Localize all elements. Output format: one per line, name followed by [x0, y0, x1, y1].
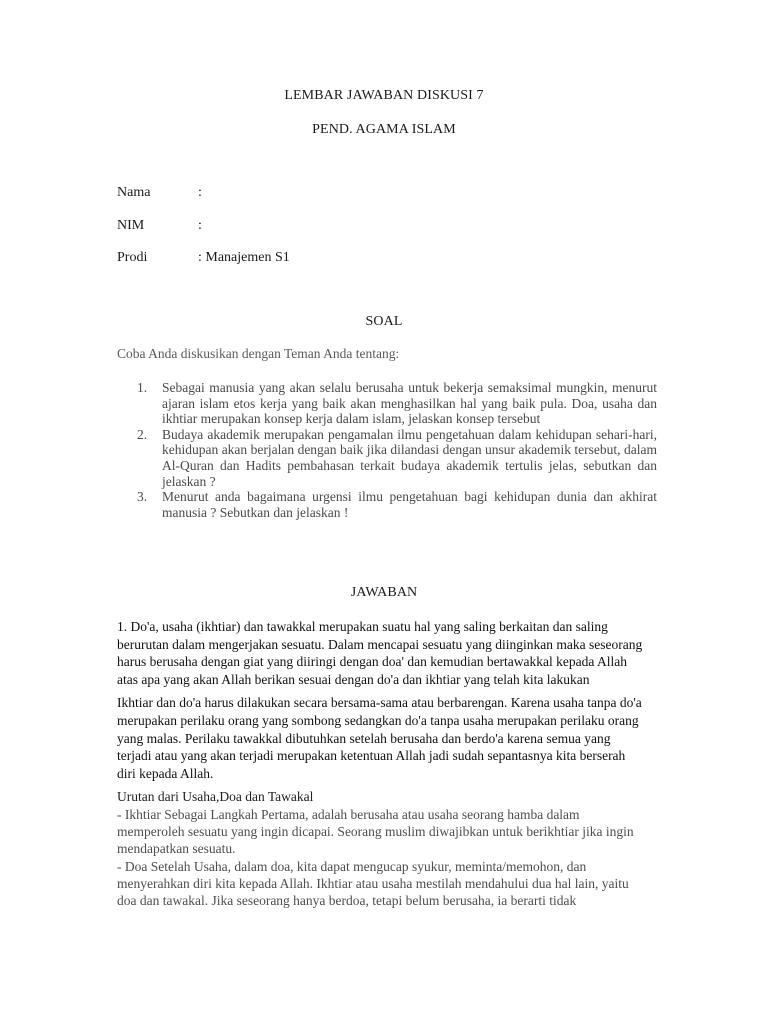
answer-subheading: Urutan dari Usaha,Doa dan Tawakal [117, 789, 314, 805]
jawaban-heading: JAWABAN [350, 585, 418, 600]
question-list [117, 380, 657, 520]
document-title: LEMBAR JAWABAN DISKUSI 7 [284, 88, 484, 103]
field-prodi-label: Prodi [117, 250, 148, 265]
question-text: Budaya akademik merupakan pengamalan ilmu pengetahuan dalam kehidupan sehari-hari, kehidupan akan berjalan dengan baik jika dilandasi dengan unsur akademik tersebut, dalam Al-Quran dan Hadits pembahasan terkait budaya akademik tertulis jelas, sebutkan dan jelaskan ? [162, 426, 657, 489]
soal-intro: Coba Anda diskusikan dengan Teman Anda tentang: [117, 346, 400, 361]
field-nama-label: Nama [117, 185, 151, 200]
answer-point-2: - Doa Setelah Usaha, dalam doa, kita dapat mengucap syukur, meminta/memohon, dan menyerahkan diri kita kepada Allah. Ikhtiar atau usaha mestilah mendahului dua hal lain, yaitu doa dan tawakal. Jika seseorang hanya berdoa, tetapi belum berusaha, ia berarti tidak [117, 858, 629, 908]
question-number: 2. [137, 426, 148, 442]
field-nim-value: : [198, 218, 202, 233]
answer-body [117, 618, 647, 909]
answer-paragraph-2: Ikhtiar dan do'a harus dilakukan secara bersama-sama atau berbarengan. Karena usaha tanpa do'a merupakan perilaku orang yang sombong sedangkan do'a tanpa usaha merupakan perilaku orang yang malas. Perilaku tawakkal dibutuhkan setelah berusaha dan berdo'a karena semua yang terjadi atau yang akan terjadi merupakan ketentuan Allah jadi sudah sepantasnya kita berserah diri kepada Allah. [117, 695, 642, 781]
list-item [117, 489, 657, 520]
soal-heading: SOAL [365, 314, 403, 329]
field-nim-label: NIM [117, 218, 145, 233]
document-subtitle: PEND. AGAMA ISLAM [312, 122, 456, 137]
question-number: 1. [137, 380, 148, 395]
list-item [117, 380, 657, 427]
field-prodi-value: : Manajemen S1 [198, 250, 290, 265]
answer-paragraph-1: 1. Do'a, usaha (ikhtiar) dan tawakkal merupakan suatu hal yang saling berkaitan dan saling berurutan dalam mengerjakan sesuatu. Dalam mencapai sesuatu yang diinginkan maka seseorang harus berusaha dengan giat yang diiringi dengan doa' dan kemudian bertawakkal kepada Allah atas apa yang akan Allah berikan sesuai dengan do'a dan ikhtiar yang telah kita lakukan [117, 619, 643, 687]
answer-point-1: - Ikhtiar Sebagai Langkah Pertama, adalah berusaha atau usaha seorang hamba dalam memperoleh sesuatu yang ingin dicapai. Seorang muslim diwajibkan untuk berikhtiar jika ingin mendapatkan sesuatu. [117, 806, 634, 857]
question-number: 3. [137, 489, 148, 505]
field-nama-value: : [198, 185, 202, 200]
question-text: Sebagai manusia yang akan selalu berusaha untuk bekerja semaksimal mungkin, menurut ajaran islam etos kerja yang baik akan menghasilkan hal yang baik pula. Doa, usaha dan ikhtiar merupakan konsep kerja dalam islam, jelaskan konsep tersebut [162, 380, 657, 427]
list-item [117, 427, 657, 489]
question-text: Menurut anda bagaimana urgensi ilmu pengetahuan bagi kehidupan dunia dan akhirat manusia ? Sebutkan dan jelaskan ! [162, 489, 657, 520]
